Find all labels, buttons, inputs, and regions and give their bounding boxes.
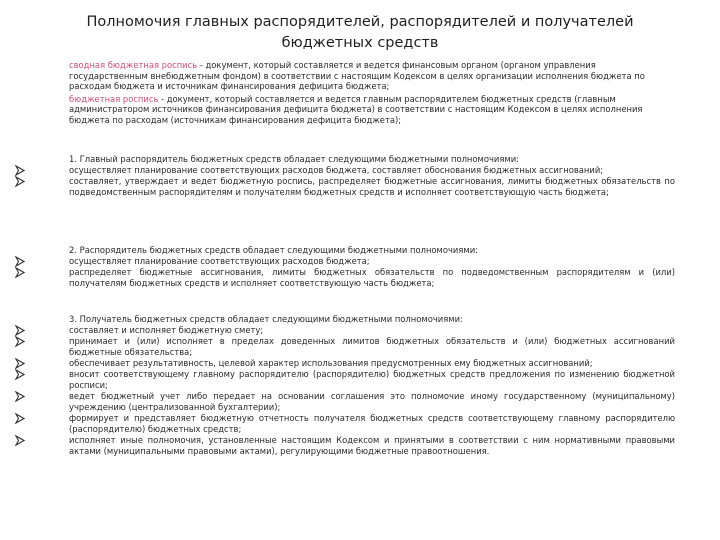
arrow-bullet-icon [15, 391, 25, 402]
section-heading: 2. Распорядитель бюджетных средств обладает следующими бюджетными полномочиями: [69, 245, 478, 255]
arrow-bullet-icon [15, 256, 25, 267]
list-item [69, 165, 675, 176]
list-item-text: исполняет иные полномочия, установленные настоящим Кодексом и принятыми в соответствии с ним нормативными правовыми актами (муниципальными правовыми актами), регулирующими бюджетные правоотношения. [69, 435, 675, 456]
list-item [69, 267, 675, 289]
section-chief-manager [69, 154, 675, 198]
definitions [69, 60, 675, 128]
list-item-text: ведет бюджетный учет либо передает на основании соглашения это полномочие иному государственному (муниципальному) учреждению (централизованной бухгалтерии); [69, 391, 675, 412]
arrow-bullet-icon [15, 165, 25, 176]
list-item-text: формирует и представляет бюджетную отчетность получателя бюджетных средств соответствующему главному распорядителю (распорядителю) бюджетных средств; [69, 413, 675, 434]
definition-term: бюджетная роспись [69, 93, 159, 104]
list-item [69, 391, 675, 413]
list-item [69, 413, 675, 435]
arrow-bullet-icon [15, 325, 25, 336]
title-line-1: Полномочия главных распорядителей, распорядителей и получателей [86, 14, 634, 30]
list-item [69, 369, 675, 391]
arrow-bullet-icon [15, 336, 25, 347]
definition-term: сводная бюджетная роспись [69, 60, 198, 70]
section-heading: 1. Главный распорядитель бюджетных средств обладает следующими бюджетными полномочиями: [69, 154, 519, 164]
section-manager [69, 245, 675, 289]
page-title [40, 12, 680, 54]
list-item [69, 176, 675, 198]
arrow-bullet-icon [15, 435, 25, 446]
list-item [69, 435, 675, 457]
list-item [69, 256, 675, 267]
definition-text: - документ, который составляется и ведется главным распорядителем бюджетных средств (главным администратором источников финансирования дефицита бюджета) в соответствии с настоящим Кодексом в целях исполнения бюджета по расходам (источникам финансирования дефицита бюджета); [69, 93, 643, 125]
section-recipient [69, 314, 675, 457]
list-item-text: осуществляет планирование соответствующих расходов бюджета, составляет обоснования бюджетных ассигнований; [69, 165, 604, 175]
list-item [69, 325, 675, 336]
list-item-text: составляет, утверждает и ведет бюджетную роспись, распределяет бюджетные ассигнования, лимиты бюджетных обязательств по подведомственным распорядителям и получателям бюджетных средств и исполняет соответствующую часть бюджета; [69, 176, 675, 197]
list-item-text: обеспечивает результативность, целевой характер использования предусмотренных ему бюджетных ассигнований; [69, 358, 593, 368]
list-item-text: принимает и (или) исполняет в пределах доведенных лимитов бюджетных обязательств и (или) бюджетных ассигнований бюджетные обязательства; [69, 336, 675, 357]
list-item-text: составляет и исполняет бюджетную смету; [69, 325, 264, 335]
arrow-bullet-icon [15, 267, 25, 278]
list-item-text: вносит соответствующему главному распорядителю (распорядителю) бюджетных средств предложения по изменению бюджетной росписи; [69, 369, 675, 390]
arrow-bullet-icon [15, 358, 25, 369]
arrow-bullet-icon [15, 369, 25, 380]
list-item-text: распределяет бюджетные ассигнования, лимиты бюджетных обязательств по подведомственным распорядителям и (или) получателям бюджетных средств и исполняет соответствующую часть бюджета; [69, 267, 675, 288]
list-item [69, 336, 675, 358]
definition-budget-schedule [69, 94, 675, 126]
arrow-bullet-icon [15, 413, 25, 424]
definition-consolidated [69, 60, 675, 92]
title-line-2: бюджетных средств [281, 35, 439, 51]
section-heading: 3. Получатель бюджетных средств обладает следующими бюджетными полномочиями: [69, 314, 463, 324]
list-item-text: осуществляет планирование соответствующих расходов бюджета; [69, 256, 370, 266]
arrow-bullet-icon [15, 176, 25, 187]
list-item [69, 358, 675, 369]
definition-text: - документ, который составляется и ведется финансовым органом (органом управления государственным внебюджетным фондом) в соответствии с настоящим Кодексом в целях организации исполнения бюджета по расходам бюджета и источникам финансирования дефицита бюджета; [69, 60, 645, 92]
